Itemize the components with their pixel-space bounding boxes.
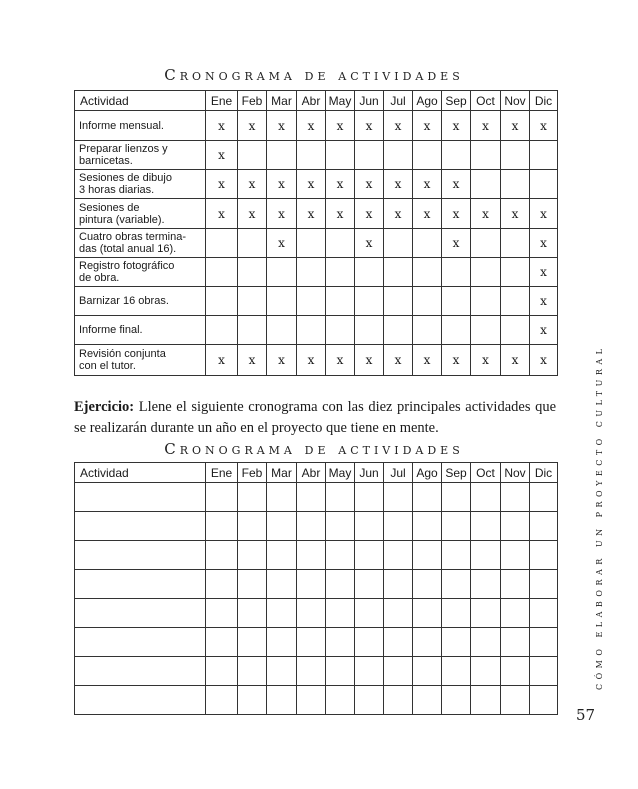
month-mark: x: [501, 111, 530, 141]
month-mark: x: [297, 170, 326, 199]
activity-label: [75, 141, 206, 170]
month-mark: x: [413, 170, 442, 199]
month-mark: x: [267, 170, 297, 199]
table-row: [75, 345, 558, 376]
activity-label-line: Cuatro obras termina-: [79, 231, 186, 243]
month-mark: x: [530, 111, 558, 141]
month-mark: [355, 287, 384, 316]
month-mark: [413, 316, 442, 345]
month-cell[interactable]: [206, 657, 238, 686]
month-mark: [471, 316, 501, 345]
month-mark: [355, 258, 384, 287]
month-cell[interactable]: [530, 628, 558, 657]
month-mark: x: [206, 141, 238, 170]
month-cell[interactable]: [238, 512, 267, 541]
empty-row: [75, 512, 558, 541]
month-mark: [471, 170, 501, 199]
month-cell[interactable]: [530, 570, 558, 599]
month-mark: [297, 141, 326, 170]
header-month: Dic: [530, 91, 558, 111]
month-mark: x: [384, 170, 413, 199]
month-cell[interactable]: [297, 686, 326, 715]
table-row: [75, 287, 558, 316]
month-mark: x: [206, 199, 238, 229]
month-mark: [442, 141, 471, 170]
month-cell[interactable]: [206, 686, 238, 715]
month-mark: [297, 287, 326, 316]
month-mark: [501, 141, 530, 170]
exercise-paragraph: [74, 397, 556, 439]
month-mark: x: [530, 258, 558, 287]
month-cell[interactable]: [530, 686, 558, 715]
activity-label-line: Revisión conjunta: [79, 348, 166, 360]
table-row: [75, 229, 558, 258]
month-cell[interactable]: [384, 686, 413, 715]
month-mark: [267, 316, 297, 345]
month-mark: [413, 287, 442, 316]
month-cell[interactable]: [267, 541, 297, 570]
month-mark: x: [355, 199, 384, 229]
month-mark: [238, 287, 267, 316]
header-month: Oct: [471, 463, 501, 483]
month-mark: [384, 316, 413, 345]
month-mark: x: [206, 111, 238, 141]
month-mark: [238, 316, 267, 345]
header-month: Feb: [238, 91, 267, 111]
header-month: Jul: [384, 91, 413, 111]
month-cell[interactable]: [326, 541, 355, 570]
month-mark: [501, 229, 530, 258]
month-mark: x: [267, 111, 297, 141]
month-mark: [326, 141, 355, 170]
activity-cell[interactable]: [75, 541, 206, 570]
month-cell[interactable]: [355, 512, 384, 541]
month-cell[interactable]: [530, 483, 558, 512]
month-cell[interactable]: [442, 541, 471, 570]
header-month: Mar: [267, 91, 297, 111]
month-cell[interactable]: [501, 541, 530, 570]
activity-label-line: con el tutor.: [79, 360, 136, 372]
month-mark: [326, 258, 355, 287]
month-cell[interactable]: [206, 483, 238, 512]
month-mark: x: [326, 111, 355, 141]
month-cell[interactable]: [384, 512, 413, 541]
table-row: [75, 170, 558, 199]
month-mark: [471, 141, 501, 170]
month-cell[interactable]: [238, 657, 267, 686]
month-mark: x: [297, 111, 326, 141]
month-cell[interactable]: [238, 628, 267, 657]
month-cell[interactable]: [326, 570, 355, 599]
activity-cell[interactable]: [75, 512, 206, 541]
month-cell[interactable]: [384, 628, 413, 657]
month-mark: x: [267, 229, 297, 258]
month-cell[interactable]: [413, 657, 442, 686]
header-month: May: [326, 463, 355, 483]
schedule-table: [74, 90, 558, 376]
month-cell[interactable]: [471, 570, 501, 599]
empty-row: [75, 628, 558, 657]
table-row: [75, 141, 558, 170]
month-cell[interactable]: [501, 599, 530, 628]
month-cell[interactable]: [501, 483, 530, 512]
month-mark: x: [471, 111, 501, 141]
table-row: [75, 199, 558, 229]
month-mark: x: [413, 345, 442, 376]
empty-row: [75, 570, 558, 599]
month-cell[interactable]: [267, 512, 297, 541]
activity-cell[interactable]: [75, 570, 206, 599]
month-mark: x: [267, 345, 297, 376]
month-mark: [501, 287, 530, 316]
header-month: Feb: [238, 463, 267, 483]
activity-label-line: de obra.: [79, 272, 120, 284]
month-mark: x: [413, 111, 442, 141]
activity-label-line: Informe mensual.: [79, 119, 164, 132]
month-cell[interactable]: [413, 686, 442, 715]
month-cell[interactable]: [355, 483, 384, 512]
exercise-text: Llene el siguiente cronograma con las diez principales actividades que se realizarán durante un año en el proyecto que tiene en mente.: [74, 399, 556, 436]
month-mark: [384, 141, 413, 170]
month-cell[interactable]: [413, 628, 442, 657]
month-cell[interactable]: [442, 512, 471, 541]
activity-cell[interactable]: [75, 483, 206, 512]
month-mark: x: [384, 199, 413, 229]
month-mark: [384, 287, 413, 316]
month-cell[interactable]: [471, 512, 501, 541]
month-mark: x: [501, 345, 530, 376]
header-month: Dic: [530, 463, 558, 483]
month-cell[interactable]: [238, 570, 267, 599]
month-cell[interactable]: [238, 686, 267, 715]
month-mark: x: [206, 170, 238, 199]
month-mark: x: [530, 229, 558, 258]
activity-label: [75, 287, 206, 316]
month-mark: x: [206, 345, 238, 376]
month-mark: x: [355, 170, 384, 199]
month-cell[interactable]: [413, 541, 442, 570]
month-cell[interactable]: [442, 686, 471, 715]
blank-schedule-title: Cronograma de actividades: [164, 440, 464, 458]
exercise-lead: Ejercicio:: [74, 399, 135, 415]
page-number: 57: [576, 706, 596, 724]
month-mark: x: [530, 345, 558, 376]
month-mark: x: [530, 199, 558, 229]
month-mark: [384, 258, 413, 287]
activity-label-line: Sesiones de: [79, 201, 140, 214]
month-cell[interactable]: [206, 628, 238, 657]
activity-label: [75, 170, 206, 199]
month-mark: x: [326, 170, 355, 199]
month-cell[interactable]: [297, 628, 326, 657]
month-cell[interactable]: [326, 686, 355, 715]
month-cell[interactable]: [206, 570, 238, 599]
month-mark: [206, 316, 238, 345]
month-mark: x: [297, 345, 326, 376]
month-mark: x: [471, 199, 501, 229]
month-cell[interactable]: [238, 483, 267, 512]
month-mark: [355, 141, 384, 170]
header-month: Jul: [384, 463, 413, 483]
month-cell[interactable]: [442, 483, 471, 512]
month-cell[interactable]: [297, 483, 326, 512]
month-mark: x: [442, 345, 471, 376]
activity-label-line: Preparar lienzos y: [79, 143, 168, 155]
month-mark: [530, 141, 558, 170]
month-cell[interactable]: [297, 570, 326, 599]
header-month: Ago: [413, 91, 442, 111]
month-mark: x: [238, 199, 267, 229]
month-mark: x: [530, 287, 558, 316]
month-mark: [442, 316, 471, 345]
month-cell[interactable]: [501, 686, 530, 715]
month-mark: [206, 287, 238, 316]
month-cell[interactable]: [355, 541, 384, 570]
header-activity: Actividad: [75, 463, 206, 483]
month-mark: x: [384, 111, 413, 141]
empty-row: [75, 599, 558, 628]
month-cell[interactable]: [442, 570, 471, 599]
month-cell[interactable]: [442, 657, 471, 686]
month-cell[interactable]: [413, 570, 442, 599]
activity-label-line: Registro fotográfico: [79, 260, 175, 272]
month-mark: x: [297, 199, 326, 229]
month-mark: x: [267, 199, 297, 229]
month-cell[interactable]: [530, 599, 558, 628]
month-mark: x: [355, 345, 384, 376]
activity-label: [75, 111, 206, 141]
month-cell[interactable]: [471, 541, 501, 570]
month-mark: [206, 229, 238, 258]
table-header-row: [75, 463, 558, 483]
month-cell[interactable]: [355, 599, 384, 628]
month-mark: x: [238, 111, 267, 141]
month-mark: [530, 170, 558, 199]
header-activity: Actividad: [75, 91, 206, 111]
month-mark: [206, 258, 238, 287]
month-mark: [326, 229, 355, 258]
table-row: [75, 258, 558, 287]
empty-row: [75, 657, 558, 686]
month-mark: x: [442, 199, 471, 229]
activity-label: [75, 229, 206, 258]
month-mark: [501, 258, 530, 287]
month-mark: [238, 258, 267, 287]
month-cell[interactable]: [326, 483, 355, 512]
header-month: Mar: [267, 463, 297, 483]
table-header-row: [75, 91, 558, 111]
month-cell[interactable]: [471, 657, 501, 686]
month-mark: [238, 141, 267, 170]
month-mark: [471, 258, 501, 287]
month-mark: x: [471, 345, 501, 376]
month-cell[interactable]: [384, 483, 413, 512]
blank-schedule-table: [74, 462, 558, 715]
month-cell[interactable]: [238, 599, 267, 628]
month-cell[interactable]: [355, 570, 384, 599]
month-mark: x: [238, 170, 267, 199]
month-cell[interactable]: [384, 541, 413, 570]
month-cell[interactable]: [442, 628, 471, 657]
table-row: [75, 111, 558, 141]
month-cell[interactable]: [267, 483, 297, 512]
month-mark: x: [413, 199, 442, 229]
month-mark: [355, 316, 384, 345]
empty-row: [75, 483, 558, 512]
header-month: Sep: [442, 91, 471, 111]
month-mark: [297, 316, 326, 345]
month-mark: [326, 287, 355, 316]
month-mark: x: [326, 199, 355, 229]
month-cell[interactable]: [413, 512, 442, 541]
month-mark: x: [442, 229, 471, 258]
month-mark: x: [238, 345, 267, 376]
activity-label-line: barnicetas.: [79, 155, 133, 167]
month-cell[interactable]: [384, 657, 413, 686]
month-mark: x: [384, 345, 413, 376]
month-cell[interactable]: [238, 541, 267, 570]
activity-cell[interactable]: [75, 628, 206, 657]
month-cell[interactable]: [413, 483, 442, 512]
month-cell[interactable]: [326, 512, 355, 541]
month-cell[interactable]: [326, 657, 355, 686]
activity-label-line: 3 horas diarias.: [79, 184, 155, 196]
month-cell[interactable]: [501, 512, 530, 541]
month-mark: [501, 170, 530, 199]
month-mark: [501, 316, 530, 345]
header-month: Abr: [297, 91, 326, 111]
month-cell[interactable]: [530, 657, 558, 686]
header-month: Jun: [355, 91, 384, 111]
month-mark: [442, 287, 471, 316]
month-cell[interactable]: [267, 599, 297, 628]
header-month: May: [326, 91, 355, 111]
book-title-text: CÓMO ELABORAR UN PROYECTO CULTURAL: [595, 344, 604, 690]
activity-label-line: Informe final.: [79, 324, 143, 336]
month-cell[interactable]: [297, 657, 326, 686]
month-mark: [238, 229, 267, 258]
month-cell[interactable]: [384, 599, 413, 628]
month-mark: [471, 229, 501, 258]
month-mark: [267, 287, 297, 316]
month-mark: [413, 258, 442, 287]
month-mark: [267, 141, 297, 170]
month-mark: [297, 229, 326, 258]
month-mark: [413, 141, 442, 170]
month-mark: x: [501, 199, 530, 229]
month-cell[interactable]: [471, 686, 501, 715]
month-mark: x: [442, 111, 471, 141]
month-cell[interactable]: [206, 512, 238, 541]
month-mark: x: [530, 316, 558, 345]
activity-label: [75, 199, 206, 229]
month-mark: [326, 316, 355, 345]
month-cell[interactable]: [206, 541, 238, 570]
header-month: Sep: [442, 463, 471, 483]
activity-label-line: Sesiones de dibujo: [79, 172, 172, 184]
month-cell[interactable]: [413, 599, 442, 628]
month-cell[interactable]: [297, 541, 326, 570]
month-cell[interactable]: [501, 657, 530, 686]
month-mark: [297, 258, 326, 287]
header-month: Ene: [206, 91, 238, 111]
running-footer-vertical: [584, 344, 604, 690]
month-cell[interactable]: [206, 599, 238, 628]
month-cell[interactable]: [267, 570, 297, 599]
activity-cell[interactable]: [75, 657, 206, 686]
activity-cell[interactable]: [75, 686, 206, 715]
month-mark: [442, 258, 471, 287]
month-cell[interactable]: [501, 570, 530, 599]
activity-label: [75, 258, 206, 287]
month-cell[interactable]: [530, 512, 558, 541]
header-month: Ago: [413, 463, 442, 483]
month-cell[interactable]: [297, 599, 326, 628]
month-mark: x: [326, 345, 355, 376]
month-cell[interactable]: [267, 657, 297, 686]
month-cell[interactable]: [355, 628, 384, 657]
header-month: Oct: [471, 91, 501, 111]
activity-label-line: pintura (variable).: [79, 213, 165, 226]
month-cell[interactable]: [355, 686, 384, 715]
month-mark: [384, 229, 413, 258]
header-month: Nov: [501, 91, 530, 111]
month-mark: x: [355, 229, 384, 258]
month-cell[interactable]: [471, 599, 501, 628]
empty-row: [75, 541, 558, 570]
table-row: [75, 316, 558, 345]
header-month: Ene: [206, 463, 238, 483]
month-mark: [471, 287, 501, 316]
empty-row: [75, 686, 558, 715]
header-month: Abr: [297, 463, 326, 483]
month-cell[interactable]: [267, 686, 297, 715]
activity-label-line: Barnizar 16 obras.: [79, 295, 169, 307]
activity-label: [75, 345, 206, 376]
activity-label-line: das (total anual 16).: [79, 243, 177, 255]
month-cell[interactable]: [384, 570, 413, 599]
schedule-title: Cronograma de actividades: [164, 66, 464, 84]
month-cell[interactable]: [471, 483, 501, 512]
month-mark: [267, 258, 297, 287]
month-cell[interactable]: [471, 628, 501, 657]
month-cell[interactable]: [530, 541, 558, 570]
activity-cell[interactable]: [75, 599, 206, 628]
month-mark: [413, 229, 442, 258]
month-cell[interactable]: [326, 599, 355, 628]
month-cell[interactable]: [297, 512, 326, 541]
month-cell[interactable]: [442, 599, 471, 628]
month-mark: x: [442, 170, 471, 199]
header-month: Nov: [501, 463, 530, 483]
month-mark: x: [355, 111, 384, 141]
month-cell[interactable]: [501, 628, 530, 657]
month-cell[interactable]: [267, 628, 297, 657]
header-month: Jun: [355, 463, 384, 483]
activity-label: [75, 316, 206, 345]
month-cell[interactable]: [355, 657, 384, 686]
month-cell[interactable]: [326, 628, 355, 657]
